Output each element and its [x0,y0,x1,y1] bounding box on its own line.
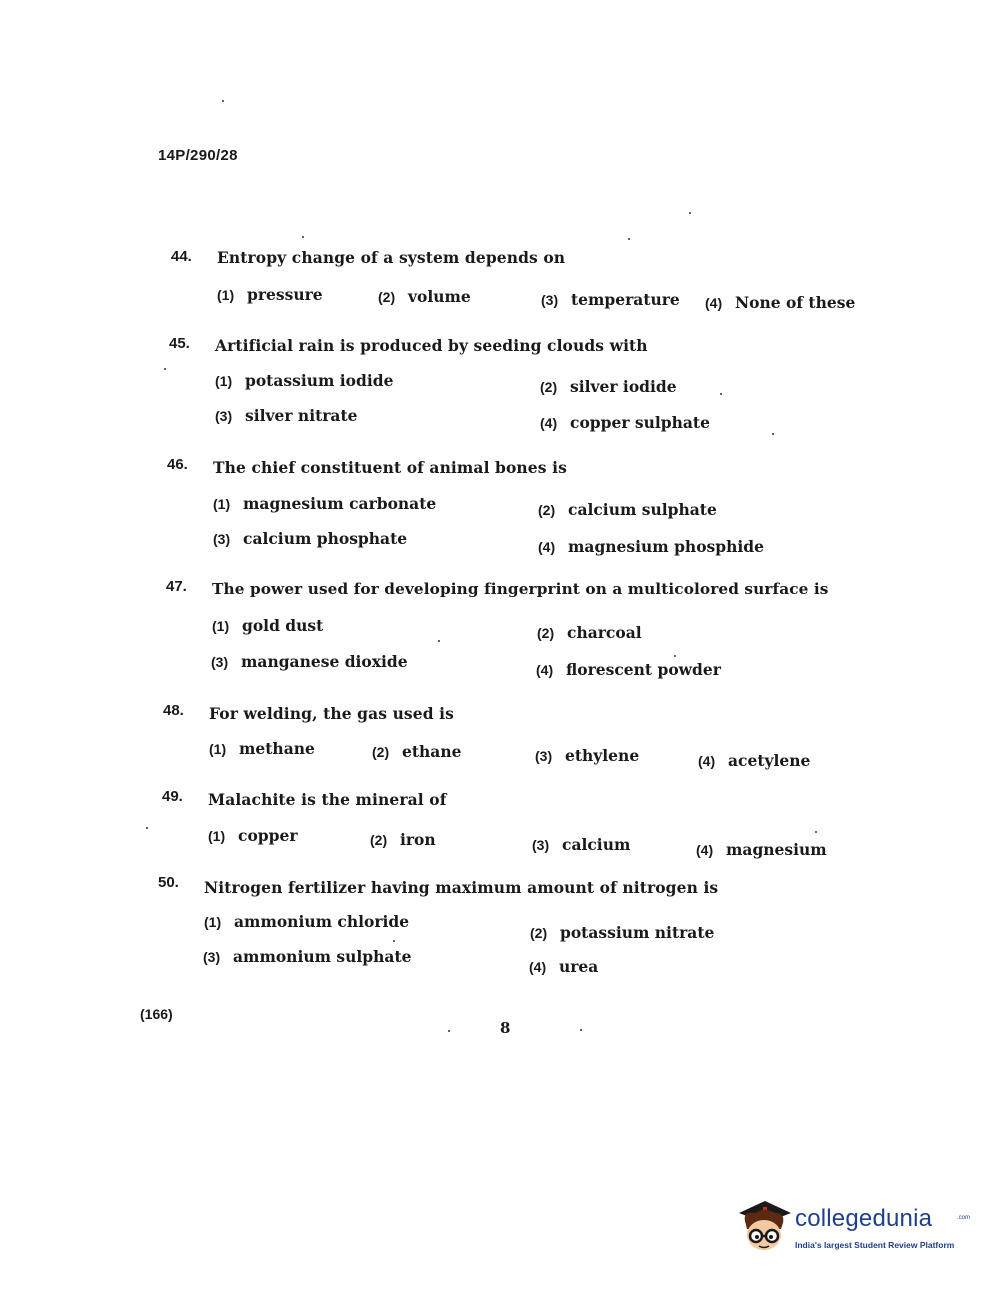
option-text: urea [559,957,599,976]
option-text: temperature [571,290,680,309]
scan-speck [302,236,304,238]
question-number: 47. [166,578,187,595]
option-text: magnesium carbonate [243,494,437,513]
option-number: (2) [530,925,548,941]
option-1 [208,826,297,845]
option-4 [536,660,721,679]
option-text: calcium sulphate [568,500,717,519]
option-4 [705,293,855,312]
question-text: For welding, the gas used is [209,704,454,723]
option-text: manganese dioxide [241,652,408,671]
question-number: 44. [171,248,192,265]
option-1 [204,912,409,931]
option-text: copper [238,826,298,845]
option-text: acetylene [728,751,811,770]
option-2 [372,742,461,761]
option-text: volume [408,287,471,306]
option-3 [215,406,357,425]
option-3 [535,746,639,765]
option-number: (4) [540,415,558,431]
scan-speck [815,831,817,833]
option-number: (1) [212,618,230,634]
scan-speck [222,100,224,102]
question-number: 48. [163,702,184,719]
option-4 [698,751,810,770]
option-3 [213,529,407,548]
option-text: charcoal [567,623,642,642]
scan-speck [164,368,166,370]
page-code: 14P/290/28 [158,147,238,164]
question-text: Artificial rain is produced by seeding clouds with [215,336,648,355]
option-text: gold dust [242,616,324,635]
option-text: iron [400,830,436,849]
option-text: pressure [247,285,323,304]
scan-speck [580,1029,582,1031]
option-1 [209,739,315,758]
mascot-logo-icon [735,1195,797,1257]
option-text: ethylene [565,746,640,765]
option-number: (3) [215,408,233,424]
question-text: The power used for developing fingerprint on a multicolored surface is [212,580,829,598]
scan-speck [448,1030,450,1032]
option-number: (1) [208,828,226,844]
option-text: silver iodide [570,377,677,396]
option-3 [203,947,411,966]
option-text: None of these [735,293,856,312]
scan-speck [689,212,691,214]
question-number: 45. [169,335,190,352]
option-number: (2) [537,625,555,641]
option-number: (2) [370,832,388,848]
option-1 [212,616,323,635]
question-number: 50. [158,874,179,891]
option-number: (4) [698,753,716,769]
option-number: (2) [378,289,396,305]
scan-speck [146,827,148,829]
option-number: (1) [215,373,233,389]
option-number: (3) [541,292,559,308]
option-number: (1) [213,496,231,512]
question-text: Entropy change of a system depends on [217,248,566,267]
option-3 [541,290,680,309]
scan-speck [720,393,722,395]
option-2 [370,830,436,849]
option-4 [538,537,764,556]
option-number: (1) [209,741,227,757]
scan-speck [772,433,774,435]
option-number: (1) [204,914,222,930]
option-2 [530,923,714,942]
option-number: (3) [535,748,553,764]
option-number: (2) [372,744,390,760]
option-4 [529,957,598,976]
option-text: silver nitrate [245,406,358,425]
option-3 [532,835,630,854]
option-1 [215,371,393,390]
option-number: (3) [532,837,550,853]
option-number: (3) [211,654,229,670]
question-number: 49. [162,788,183,805]
option-4 [696,840,827,859]
scan-speck [393,940,395,942]
option-2 [378,287,471,306]
option-number: (4) [536,662,554,678]
option-text: calcium phosphate [243,529,408,548]
scan-speck [674,655,676,657]
option-number: (4) [696,842,714,858]
option-1 [217,285,323,304]
option-2 [537,623,642,642]
option-text: methane [239,739,315,758]
option-number: (4) [705,295,723,311]
option-number: (3) [203,949,221,965]
option-text: ethane [402,742,462,761]
option-number: (3) [213,531,231,547]
brand-name: collegedunia [795,1205,933,1232]
option-number: (2) [538,502,556,518]
option-text: ammonium sulphate [233,947,412,966]
question-number: 46. [167,456,188,473]
option-number: (4) [529,959,547,975]
option-text: magnesium [726,840,827,859]
collegedunia-watermark [735,1195,971,1265]
footer-code: (166) [140,1006,173,1022]
option-1 [213,494,436,513]
scan-speck [438,640,440,642]
option-3 [211,652,408,671]
scan-speck [628,238,630,240]
option-number: (2) [540,379,558,395]
brand-tagline: India's largest Student Review Platform [795,1240,955,1250]
option-2 [540,377,677,396]
option-number: (4) [538,539,556,555]
option-number: (1) [217,287,235,303]
option-4 [540,413,710,432]
option-text: calcium [562,835,631,854]
option-text: potassium nitrate [560,923,715,942]
brand-suffix: .com [957,1215,971,1221]
page-number: 8 [500,1019,511,1037]
question-text: The chief constituent of animal bones is [213,458,567,477]
option-text: magnesium phosphide [568,537,764,556]
option-text: copper sulphate [570,413,710,432]
option-text: ammonium chloride [234,912,410,931]
question-text: Nitrogen fertilizer having maximum amount of nitrogen is [204,878,719,897]
option-2 [538,500,717,519]
option-text: florescent powder [566,660,721,679]
question-text: Malachite is the mineral of [208,790,447,809]
option-text: potassium iodide [245,371,394,390]
